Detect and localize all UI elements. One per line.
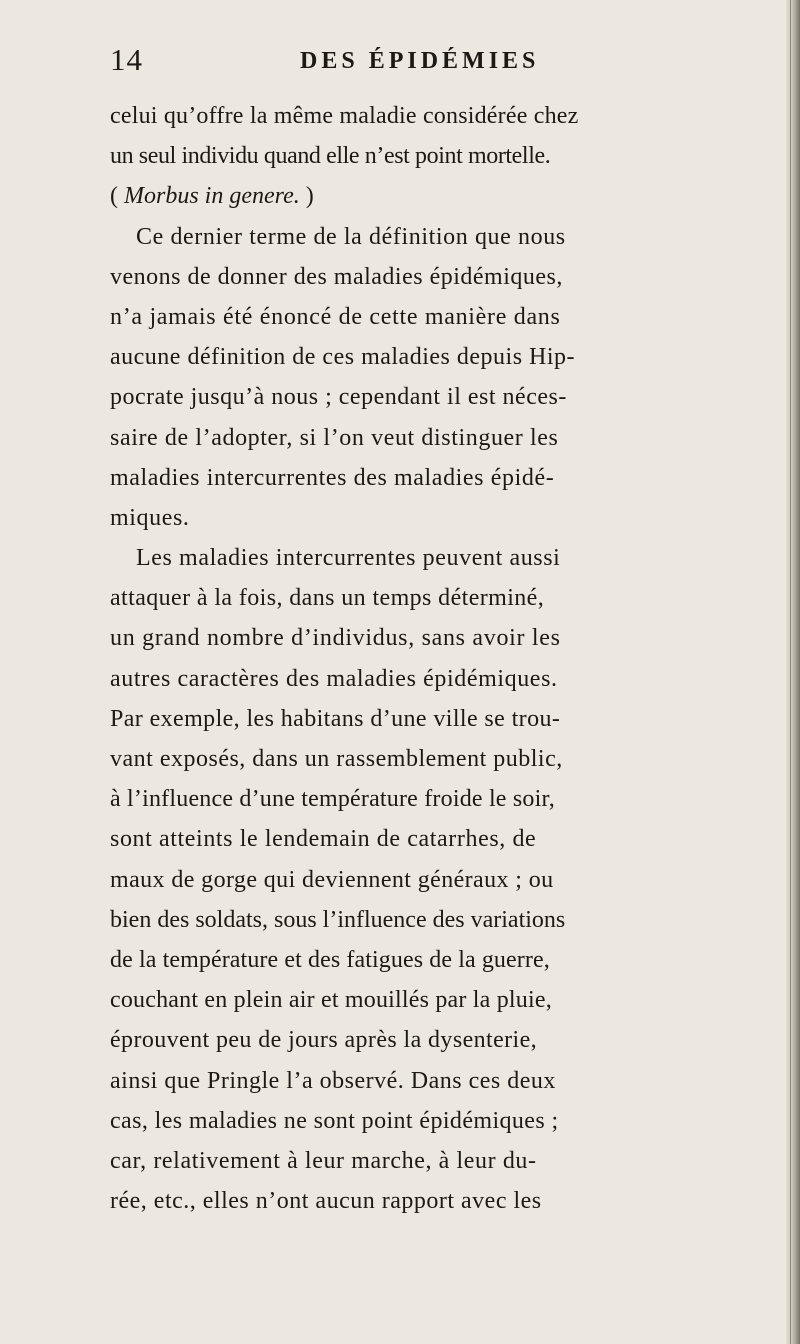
text-line: Ce dernier terme de la définition que nous xyxy=(136,223,566,250)
page-header xyxy=(110,36,690,84)
text-line: Les maladies intercurrentes peuvent aussi xyxy=(136,545,561,572)
text-line: Par exemple, les habitans d’une ville se trou- xyxy=(110,705,561,732)
text-line: de la température et des fatigues de la guerre, xyxy=(110,946,550,973)
text-line: ainsi que Pringle l’a observé. Dans ces deux xyxy=(110,1067,556,1094)
page-number: 14 xyxy=(110,42,143,77)
text-line: car, relativement à leur marche, à leur du- xyxy=(110,1147,537,1174)
text-line: n’a jamais été énoncé de cette manière dans xyxy=(110,303,561,330)
text-line: maladies intercurrentes des maladies épidé- xyxy=(110,464,555,491)
text-line: bien des soldats, sous l’influence des variations xyxy=(110,906,566,933)
text-line: un grand nombre d’individus, sans avoir les xyxy=(110,625,561,652)
text-line: sont atteints le lendemain de catarrhes, de xyxy=(110,826,537,853)
text-line: venons de donner des maladies épidémiques, xyxy=(110,263,563,290)
body-text xyxy=(110,96,770,1221)
text-line: maux de gorge qui deviennent généraux ; ou xyxy=(110,866,554,893)
text-line: autres caractères des maladies épidémiques. xyxy=(110,665,558,692)
text-line: cas, les maladies ne sont point épidémiques ; xyxy=(110,1107,559,1134)
text-line: pocrate jusqu’à nous ; cependant il est néces- xyxy=(110,384,567,411)
running-title: DES ÉPIDÉMIES xyxy=(300,48,540,74)
text-line: un seul individu quand elle n’est point mortelle. xyxy=(110,143,551,170)
page-edge-shadow xyxy=(786,0,800,1344)
text-line: celui qu’offre la même maladie considérée chez xyxy=(110,103,579,129)
text-line: miques. xyxy=(110,504,190,531)
text-line: aucune définition de ces maladies depuis Hip- xyxy=(110,344,576,371)
text-line: couchant en plein air et mouillés par la pluie, xyxy=(110,987,552,1014)
text-line: rée, etc., elles n’ont aucun rapport avec les xyxy=(110,1188,542,1215)
text-line: éprouvent peu de jours après la dysenterie, xyxy=(110,1027,538,1054)
text-line: à l’influence d’une température froide le soir, xyxy=(110,786,555,813)
text-line: saire de l’adopter, si l’on veut distinguer les xyxy=(110,424,559,451)
paren-open: ( xyxy=(110,183,124,210)
text-line-latin xyxy=(110,176,770,216)
text-line: attaquer à la fois, dans un temps déterminé, xyxy=(110,585,545,612)
latin-phrase: Morbus in genere. xyxy=(124,183,300,210)
paren-close: ) xyxy=(299,183,314,210)
text-line: vant exposés, dans un rassemblement public, xyxy=(110,746,563,772)
